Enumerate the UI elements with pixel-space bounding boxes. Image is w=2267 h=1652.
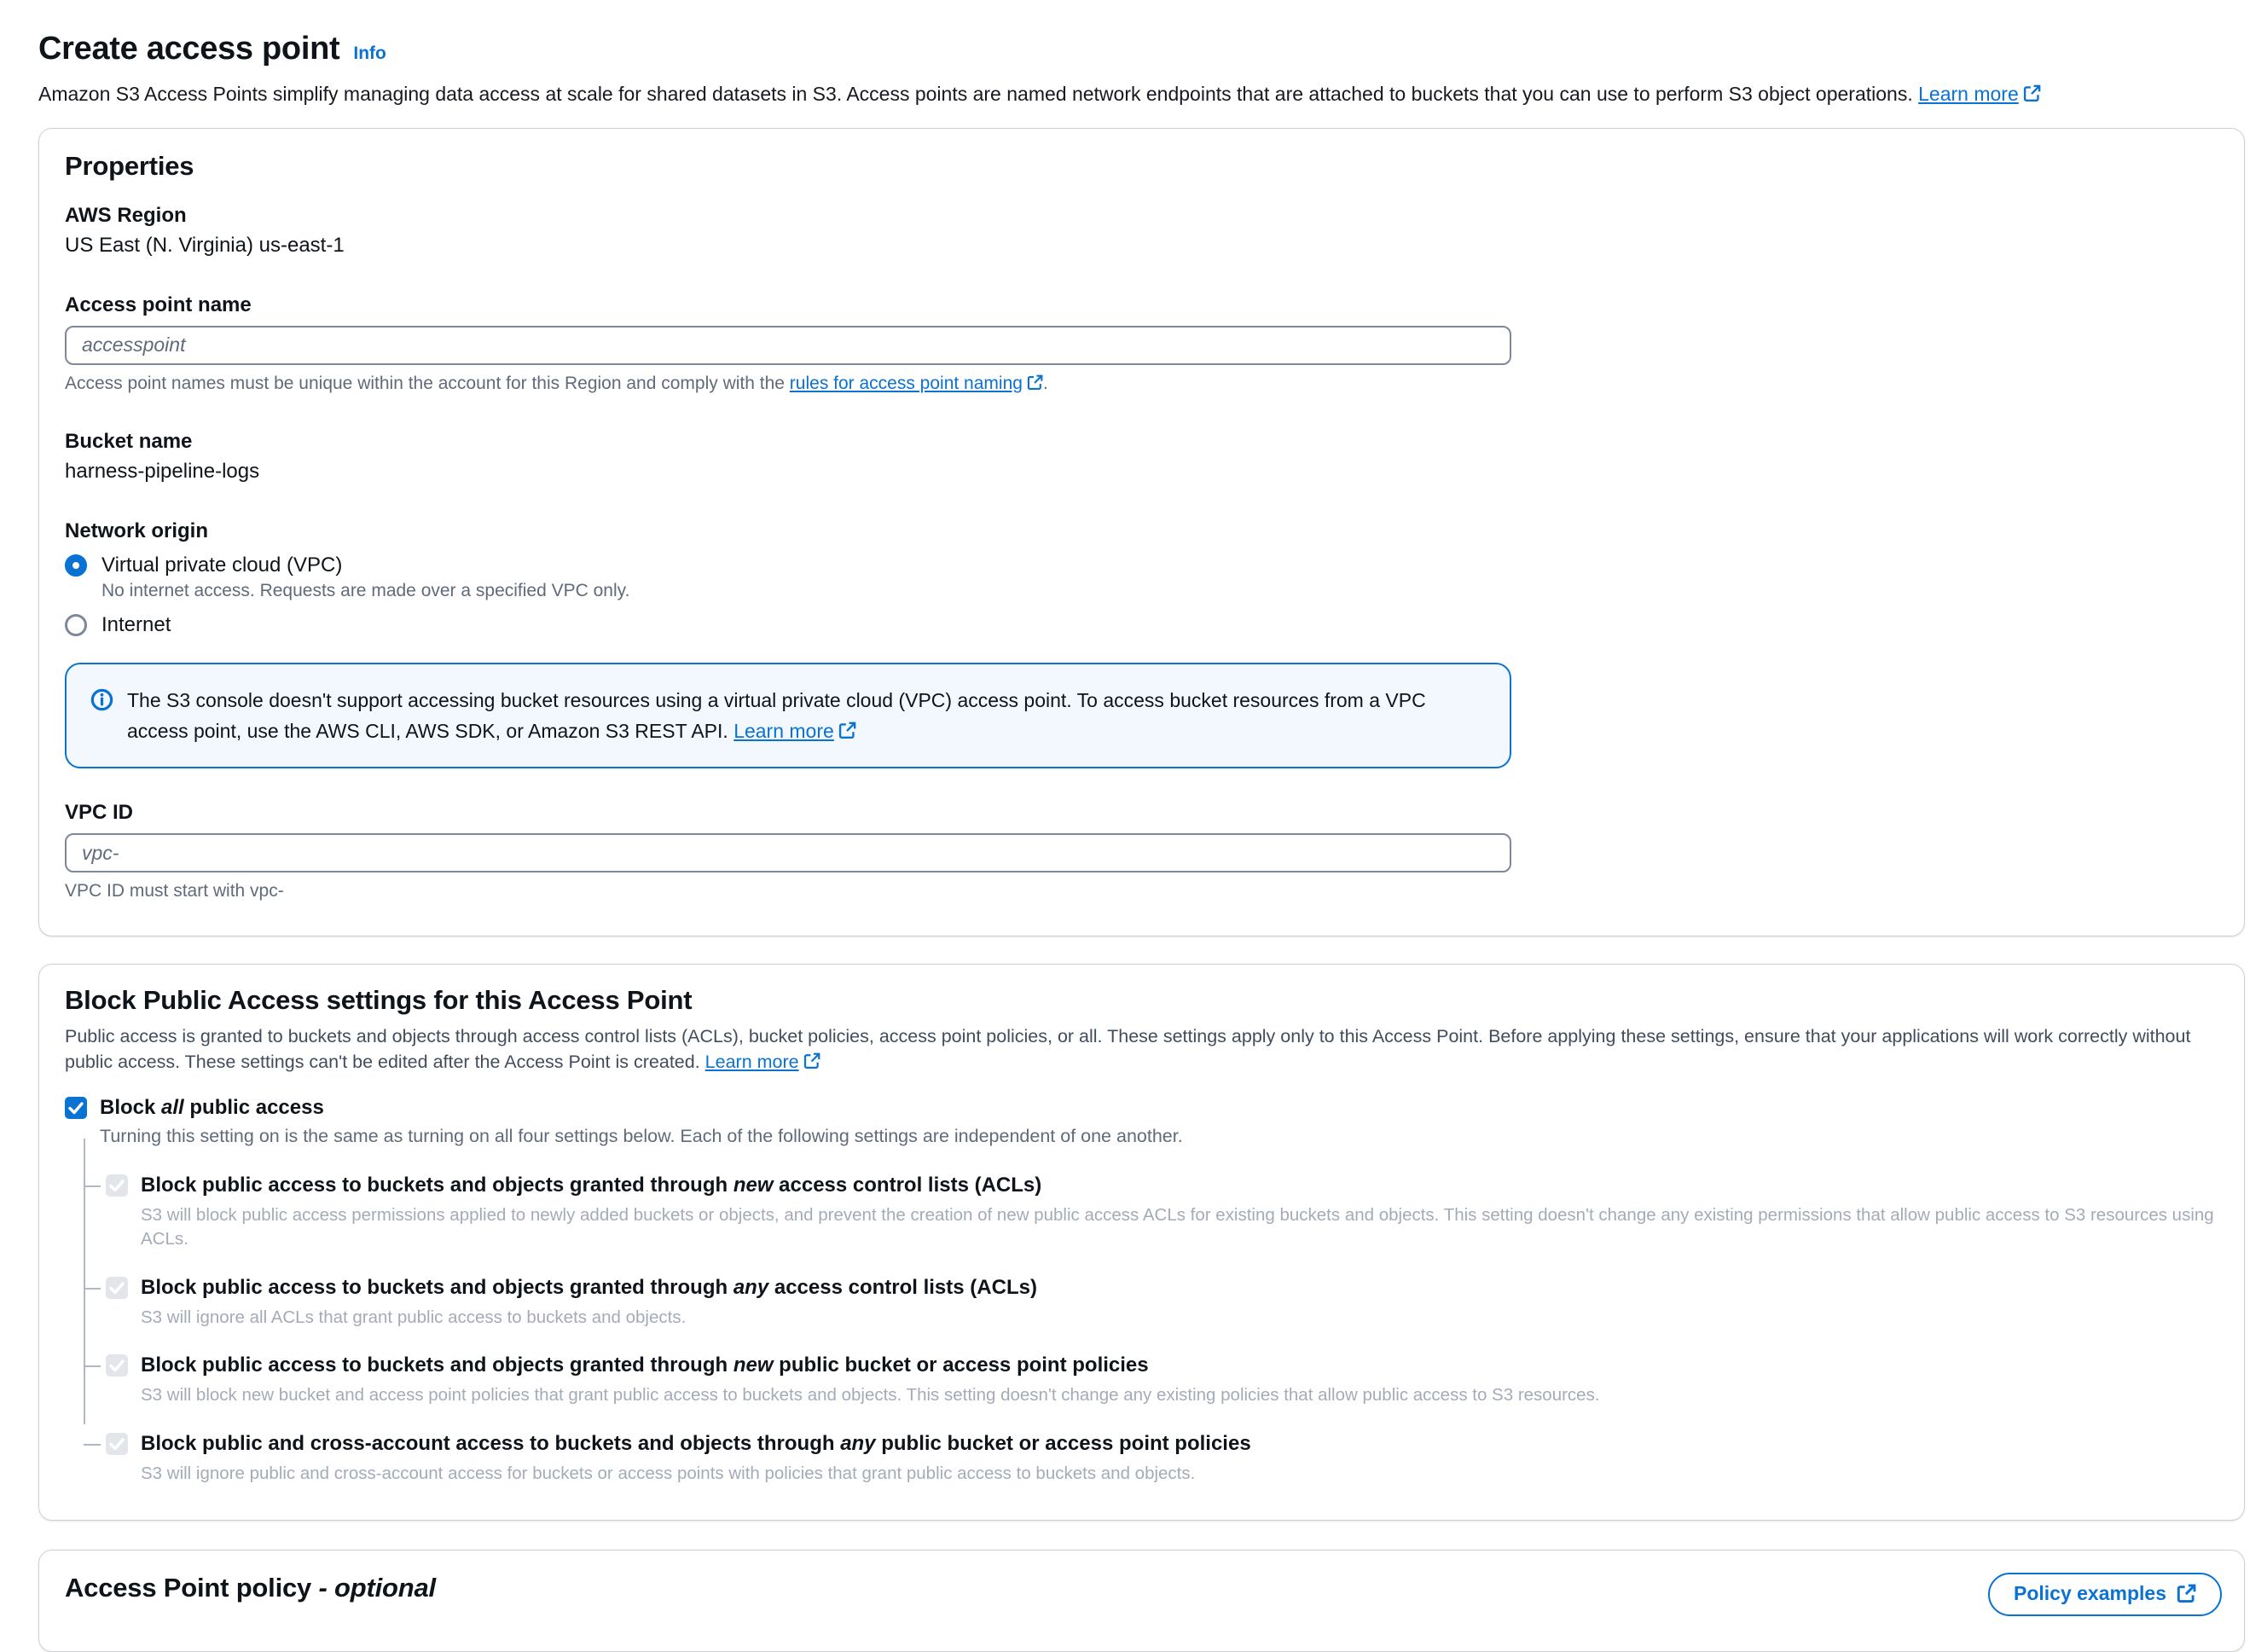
vpc-id-helper: VPC ID must start with vpc- <box>65 881 284 901</box>
info-circle-icon <box>90 688 113 711</box>
network-origin-label: Network origin <box>65 519 209 542</box>
bpa-sub-description-3: S3 will block new bucket and access point policies that grant public access to buckets and objects. This setting doesn't change any existing policies that allow public access to S3 resources. <box>141 1385 1600 1406</box>
bpa-sub-setting-row <box>106 1353 2218 1407</box>
block-public-access-card <box>38 964 2245 1521</box>
bucket-name-label: Bucket name <box>65 429 193 453</box>
bpa-sub-setting-row <box>106 1431 2218 1486</box>
bpa-sub-setting-row <box>106 1173 2218 1250</box>
access-point-name-helper: Access point names must be unique within the account for this Region and comply with the rules for access point naming . <box>65 373 1048 393</box>
bpa-sub-description-4: S3 will ignore public and cross-account access for buckets or access points with policies that grant public access to buckets and objects. <box>141 1464 1196 1484</box>
bpa-sub-description-2: S3 will ignore all ACLs that grant public access to buckets and objects. <box>141 1307 687 1327</box>
bpa-sub-checkbox-row-2 <box>106 1275 2218 1301</box>
naming-rules-link[interactable]: rules for access point naming <box>790 374 1043 393</box>
external-link-icon <box>1027 374 1043 391</box>
bpa-sub-setting-row <box>106 1275 2218 1330</box>
bucket-name-value: harness-pipeline-logs <box>65 459 260 483</box>
external-link-icon <box>2177 1584 2196 1603</box>
vpc-info-alert <box>65 663 1511 769</box>
bpa-sub-checkbox-row-1 <box>106 1173 2218 1198</box>
vpc-info-alert-text: The S3 console doesn't support accessing bucket resources using a virtual private cloud (VPC) access point. To access bucket resources from a VPC access point, use the AWS CLI, AWS SDK, or Amazon S3 REST API. Learn more <box>127 688 1426 742</box>
page-description-text: Amazon S3 Access Points simplify managing data access at scale for shared datasets in S3. Access points are named network endpoints that are attached to buckets that you can use to perform S3 object operations. <box>38 83 1913 105</box>
block-public-access-heading: Block Public Access settings for this Access Point <box>65 985 693 1016</box>
aws-region-value: US East (N. Virginia) us-east-1 <box>65 233 345 257</box>
bpa-sub-description-1: S3 will block public access permissions applied to newly added buckets or objects, and prevent the creation of new public access ACLs for existing buckets and objects. This setting doesn't change any existing permissions that allow public access to S3 resources using ACLs. <box>141 1205 2214 1249</box>
alert-learn-more-link[interactable]: Learn more <box>733 720 856 742</box>
block-all-public-access-description: Turning this setting on is the same as turning on all four settings below. Each of the following settings are independent of one another. <box>100 1126 1183 1147</box>
info-link[interactable]: Info <box>353 43 386 63</box>
aws-region-label: AWS Region <box>65 203 187 227</box>
checkbox-checked-icon[interactable] <box>65 1097 87 1119</box>
checkbox-disabled-checked-icon <box>106 1277 128 1299</box>
vpc-id-field <box>65 801 2218 901</box>
vpc-id-label: VPC ID <box>65 801 134 825</box>
bpa-learn-more-link[interactable]: Learn more <box>705 1052 820 1072</box>
page-title: Create access point <box>38 31 340 67</box>
block-public-access-description: Public access is granted to buckets and objects through access control lists (ACLs), bucket policies, access point policies, or all. These settings apply only to this Access Point. Before applying these settings, ensure that your applications will work correctly without public access. These settings can't be edited after the Access Point is created. Learn more <box>65 1026 2191 1072</box>
bpa-sub-checkbox-row-4 <box>106 1431 2218 1457</box>
bpa-sub-label-4: Block public and cross-account access to buckets and objects through any public bucket or access point policies <box>141 1432 1251 1456</box>
checkbox-disabled-checked-icon <box>106 1354 128 1377</box>
access-point-policy-heading: Access Point policy - optional <box>65 1572 436 1603</box>
external-link-icon <box>2023 81 2041 99</box>
access-point-name-label: Access point name <box>65 293 252 316</box>
vpc-id-input[interactable] <box>65 833 1511 872</box>
bpa-sub-settings <box>106 1173 2218 1485</box>
bpa-sub-label-1: Block public access to buckets and objects granted through new access control lists (ACLs) <box>141 1174 1042 1197</box>
external-link-icon <box>803 1052 820 1069</box>
bpa-sub-label-3: Block public access to buckets and objects granted through new public bucket or access point policies <box>141 1353 1149 1377</box>
radio-selected-icon[interactable] <box>65 554 87 577</box>
external-link-icon <box>838 717 856 735</box>
network-origin-radio-group <box>65 554 2218 637</box>
network-origin-field <box>65 519 2218 637</box>
bucket-name-field <box>65 430 2218 484</box>
vpc-radio-description: No internet access. Requests are made over a specified VPC only. <box>101 580 630 600</box>
access-point-policy-card <box>38 1550 2245 1652</box>
bpa-sub-label-2: Block public access to buckets and objects granted through any access control lists (ACLs) <box>141 1275 1037 1299</box>
policy-examples-button[interactable]: Policy examples <box>1988 1573 2222 1616</box>
page-description <box>38 79 2245 109</box>
internet-radio-option[interactable] <box>65 613 2218 637</box>
aws-region-field <box>65 204 2218 258</box>
properties-heading: Properties <box>65 150 194 181</box>
radio-unselected-icon[interactable] <box>65 614 87 636</box>
vpc-radio-option[interactable] <box>65 554 2218 577</box>
internet-radio-label: Internet <box>101 612 171 636</box>
bpa-sub-checkbox-row-3 <box>106 1353 2218 1378</box>
header-learn-more-link[interactable]: Learn more <box>1918 83 2041 105</box>
page-header <box>0 0 2267 109</box>
block-all-public-access-checkbox-row[interactable] <box>65 1095 2218 1121</box>
access-point-name-field <box>65 293 2218 394</box>
tree-connector-line <box>84 1139 85 1423</box>
checkbox-disabled-checked-icon <box>106 1433 128 1455</box>
access-point-name-input[interactable] <box>65 326 1511 365</box>
checkbox-disabled-checked-icon <box>106 1174 128 1197</box>
block-all-public-access-label: Block all public access <box>100 1096 324 1120</box>
properties-card <box>38 128 2245 937</box>
vpc-radio-label: Virtual private cloud (VPC) <box>101 553 343 577</box>
